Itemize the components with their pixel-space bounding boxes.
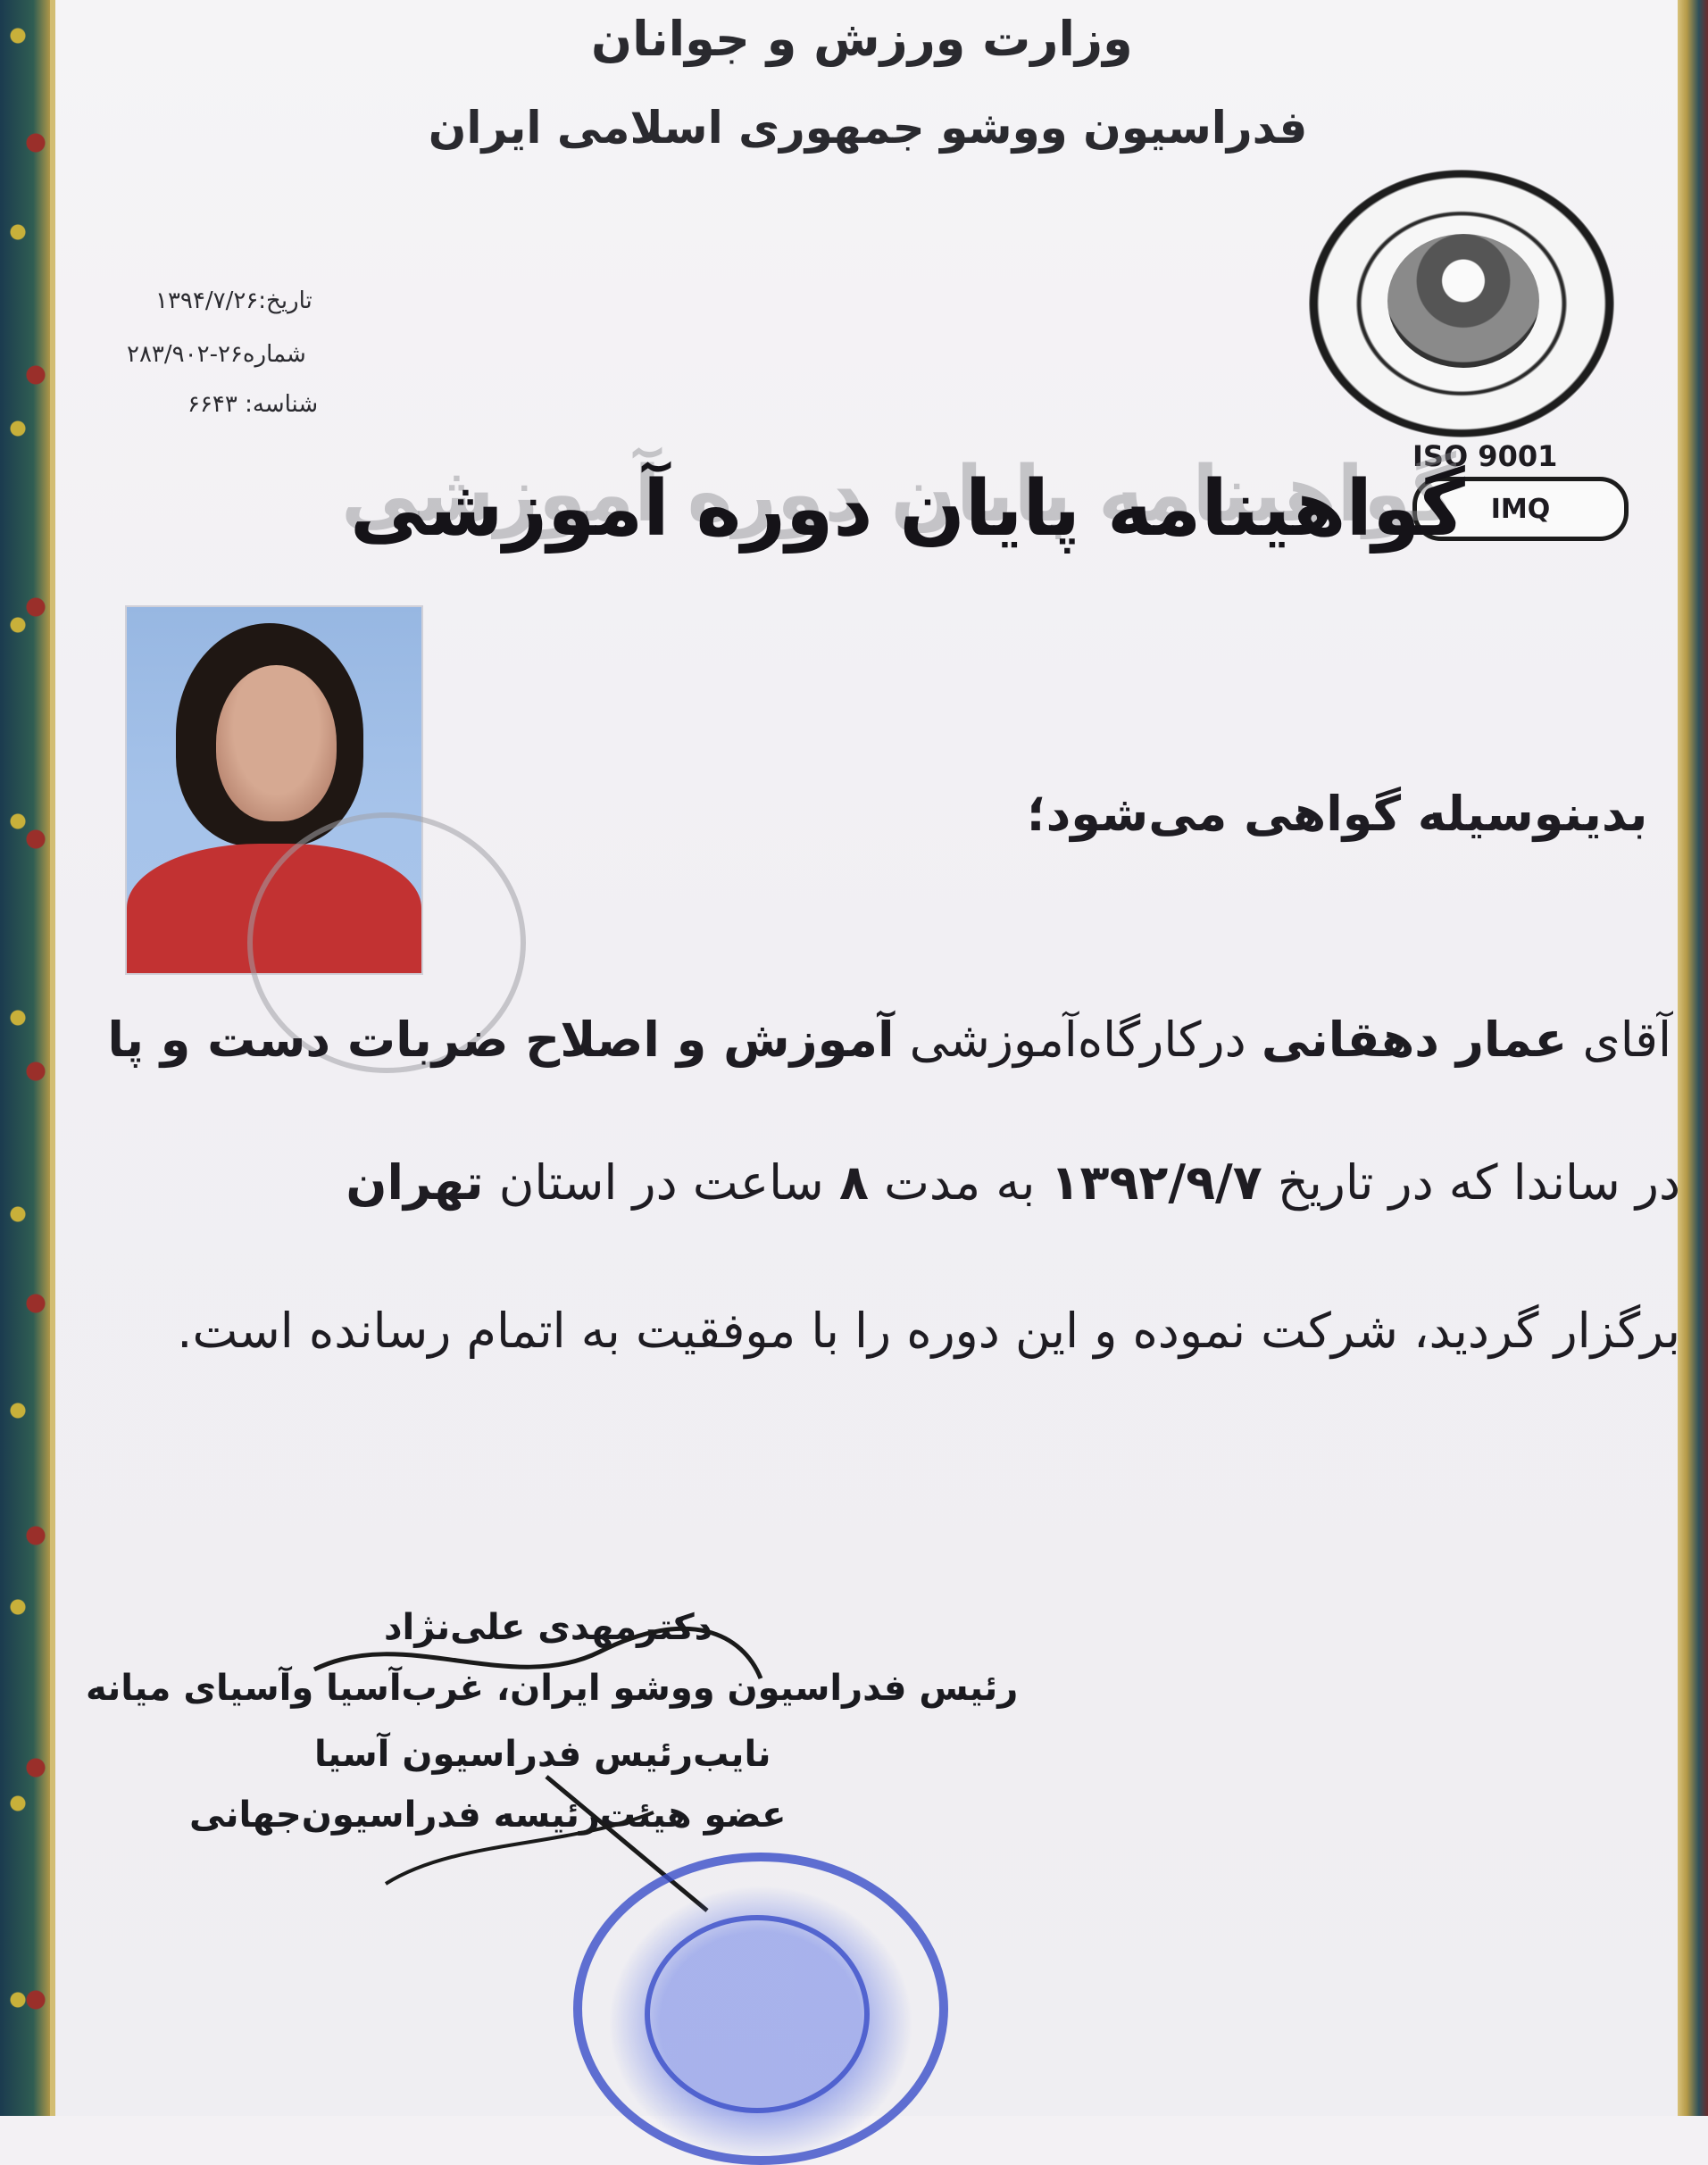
date-line: تاریخ:۱۳۹۴/۷/۲۶ <box>155 287 312 314</box>
id-line: شناسه: ۶۶۴۳ <box>187 391 319 418</box>
certificate-paper <box>55 0 1678 2116</box>
province-name: تهران <box>346 1154 484 1211</box>
course-date: ۱۳۹۲/۹/۷ <box>1050 1154 1262 1211</box>
body-line-3: برگزار گردید، شرکت نموده و این دوره را با موفقیت به اتمام رسانده است. <box>177 1303 1680 1359</box>
frame-left-border <box>0 0 55 2116</box>
person-name: عمار دهقانی <box>1261 1012 1568 1068</box>
intro-line: بدینوسیله گواهی می‌شود؛ <box>1027 786 1648 842</box>
ministry-header: وزارت ورزش و جوانان <box>591 11 1133 67</box>
line1-prefix: آقای <box>1582 1012 1671 1068</box>
line2-part-c: ساعت در استان <box>498 1154 824 1211</box>
federation-seal-logo <box>1309 170 1614 437</box>
number-line: شماره۲۶-۲۸۳/۹۰۲ <box>127 341 306 368</box>
photo-face <box>216 665 337 821</box>
body-line-1 <box>91 1009 1671 1071</box>
course-hours: ۸ <box>838 1154 869 1211</box>
federation-header: فدراسیون ووشو جمهوری اسلامی ایران <box>428 102 1308 154</box>
signatory-name: دکترمهدی علی‌نژاد <box>384 1607 713 1648</box>
body-line-2 <box>82 1152 1680 1214</box>
iso-certification: ISO 9001 <box>1412 439 1558 473</box>
signatory-role-1: رئیس فدراسیون ووشو ایران، غرب‌آسیا وآسیای میانه <box>86 1668 1019 1709</box>
line2-part-a: در ساندا که در تاریخ <box>1277 1154 1680 1211</box>
certificate-title: گواهینامه پایان دوره آموزشی <box>350 464 1465 554</box>
line2-part-b: به مدت <box>884 1154 1036 1211</box>
line1-mid: درکارگاه‌آموزشی <box>909 1012 1246 1068</box>
stamp-inner-ring <box>645 1915 870 2113</box>
signatory-role-3: عضو هیئت‌رئیسه فدراسیون‌جهانی <box>189 1794 787 1836</box>
imq-label: IMQ <box>1490 493 1551 525</box>
course-name: آموزش و اصلاح ضربات دست و پا <box>107 1012 895 1068</box>
signatory-role-2: نایب‌رئیس فدراسیون آسیا <box>314 1734 771 1775</box>
frame-right-border <box>1678 0 1708 2116</box>
federation-stamp-blue <box>573 1853 948 2165</box>
seal-mountain-emblem <box>1387 234 1539 368</box>
